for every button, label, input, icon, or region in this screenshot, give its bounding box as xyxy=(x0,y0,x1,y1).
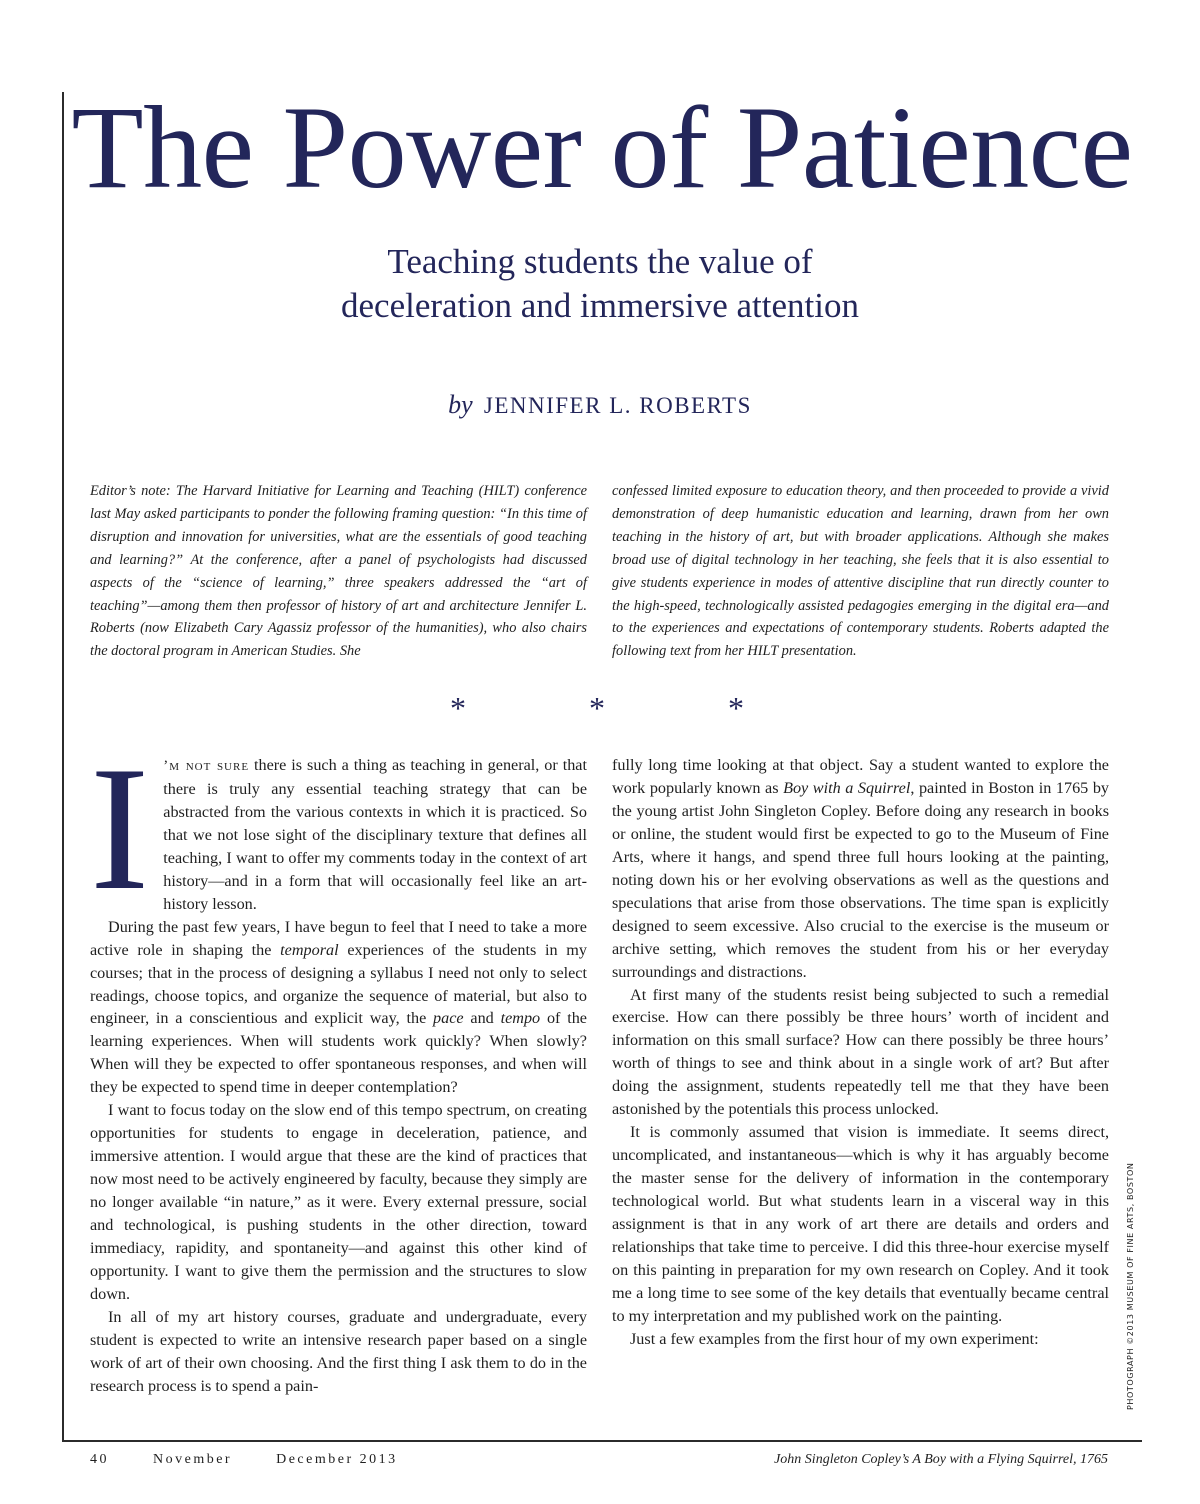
body-paragraph-5 xyxy=(612,754,1109,984)
lead-in: ’m not sure xyxy=(163,758,250,774)
photo-credit: PHOTOGRAPH ©2013 MUSEUM OF FINE ARTS, BOSTON xyxy=(1126,1162,1135,1410)
body-paragraph-8: Just a few examples from the first hour of my own experiment: xyxy=(630,1329,1039,1348)
issue-month-2: December xyxy=(276,1452,354,1467)
body-paragraph-5-text-b: , painted in Boston in 1765 by the young artist John Singleton Copley. Before doing any research in books or online, the student would first be expected to go to the Museum of Fine Arts, where it hangs, and spend three full hours looking at the painting, noting down his or her evolving observations as well as the questions and speculations that arise from those observations. The time span is explicitly designed to seem excessive. Also crucial to the exercise is the museum or archive setting, which removes the student from his or her everyday surroundings and distractions. xyxy=(612,778,1110,981)
emphasis-painting-title: Boy with a Squirrel xyxy=(783,778,911,797)
subtitle-line-1: Teaching students the value of xyxy=(387,242,813,281)
body-paragraph-1 xyxy=(90,729,587,927)
body-paragraph-2 xyxy=(90,916,587,1100)
body-paragraph-5-text-a: fully long time looking at that object. Say a student wanted to explore the work popularly known as xyxy=(612,756,1109,797)
emphasis-temporal: temporal xyxy=(280,940,339,959)
body-paragraph-6: At first many of the students resist being subjected to such a remedial exercise. How can there possibly be three hours’ worth of incident and information on this small surface? How can there possibly be three hours’ worth of things to see and think about in a single work of art? But after doing the assignment, students repeatedly tell me that they have been astonished by the potentials this process unlocked. xyxy=(612,985,1109,1119)
byline-prefix: by xyxy=(448,390,473,419)
page-footer-issue xyxy=(90,1452,398,1468)
editors-note-right: confessed limited exposure to education theory, and then proceeded to provide a vivid demonstration of deep humanistic education and learning, drawn from her own teaching in the history of art, but with broader applications. Although she makes broad use of digital technology in her teaching, she feels that it is also essential to give students experience in modes of attentive discipline that run directly counter to the high-speed, technologically assisted pedagogies emerging in the digital era—and to the experiences and expectations of contemporary students. Roberts adapted the following text from her HILT presentation. xyxy=(612,483,1109,660)
emphasis-tempo: tempo xyxy=(500,1009,541,1028)
body-paragraph-2-text-d: of the learning experiences. When will students work quickly? When slowly? When will they be expected to offer spontaneous responses, and when will they be expected to spend time in deeper contemplation? xyxy=(90,1009,587,1097)
issue-year: 2013 xyxy=(359,1452,398,1467)
divider-star-2: * xyxy=(589,690,605,726)
page-number: 40 xyxy=(90,1452,109,1467)
divider-star-3: * xyxy=(728,690,744,726)
article-subtitle xyxy=(200,240,1000,328)
byline xyxy=(200,390,1000,420)
body-paragraph-2-text-a: During the past few years, I have begun to feel that I need to take a more active role in shaping the xyxy=(90,917,587,959)
body-paragraph-2-text-b: experiences of the students in my courses; that in the process of designing a syllabus I need not only to select readings, choose topics, and organize the sequence of material, but also to engineer, in a conscientious and explicit way, the xyxy=(90,940,587,1028)
subtitle-line-2: deceleration and immersive attention xyxy=(341,286,859,325)
body-paragraph-7: It is commonly assumed that vision is immediate. It seems direct, uncomplicated, and instantaneous—which is why it has arguably become the master sense for the delivery of information in the contemporary technological world. But what students learn in a visceral way in this assignment is that in any work of art there are details and orders and relationships that take time to perceive. I did this three-hour exercise myself on this painting in preparation for my own research on Copley. And it took me a long time to see some of the key details that eventually became central to my interpretation and my published work on the painting. xyxy=(612,1123,1109,1325)
body-column-right xyxy=(612,754,1109,1351)
body-paragraph-1-text: there is such a thing as teaching in general, or that there is truly any essential teaching strategy that can be abstracted from the various contexts in which it is practiced. So that we not lose sight of the disciplinary texture that defines all teaching, I want to offer my comments today in the context of art history—and in a form that will occasionally feel like an art-history lesson. xyxy=(163,756,587,913)
author-name: JENNIFER L. ROBERTS xyxy=(483,393,752,418)
body-column-left xyxy=(90,729,587,1398)
divider-star-1: * xyxy=(450,690,466,726)
left-vertical-rule xyxy=(62,92,64,1442)
article-title: The Power of Patience xyxy=(71,82,1133,213)
footer-rule xyxy=(62,1440,1142,1442)
body-paragraph-3: I want to focus today on the slow end of this tempo spectrum, on creating opportunities for students to engage in deceleration, patience, and immersive attention. I would argue that these are the kind of practices that now most need to be actively engineered by faculty, because they simply are no longer available “in nature,” as it were. Every external pressure, social and technological, is pushing students in the other direction, toward immediacy, rapidity, and spontaneity—and against this other kind of opportunity. I want to give them the permission and the structures to slow down. xyxy=(90,1101,587,1303)
drop-cap: I xyxy=(90,729,150,927)
body-paragraph-4: In all of my art history courses, graduate and undergraduate, every student is expected to write an intensive research paper based on a single work of art of their own choosing. And the first thing I ask them to do in the research process is to spend a pain- xyxy=(90,1307,587,1395)
body-paragraph-2-text-c: and xyxy=(463,1009,501,1028)
editors-note-left: Editor’s note: The Harvard Initiative for Learning and Teaching (HILT) conference last May asked participants to ponder the following framing question: “In this time of disruption and innovation for universities, what are the essentials of good teaching and learning?” At the conference, after a panel of psychologists had discussed aspects of the “science of learning,” three speakers addressed the “art of teaching”—among them then professor of history of art and architecture Jennifer L. Roberts (now Elizabeth Cary Agassiz professor of the humanities), who also chairs the doctoral program in American Studies. She xyxy=(90,483,587,660)
image-caption: John Singleton Copley’s A Boy with a Flying Squirrel, 1765 xyxy=(774,1452,1108,1467)
issue-month-1: November xyxy=(153,1452,233,1467)
emphasis-pace: pace xyxy=(433,1009,464,1028)
